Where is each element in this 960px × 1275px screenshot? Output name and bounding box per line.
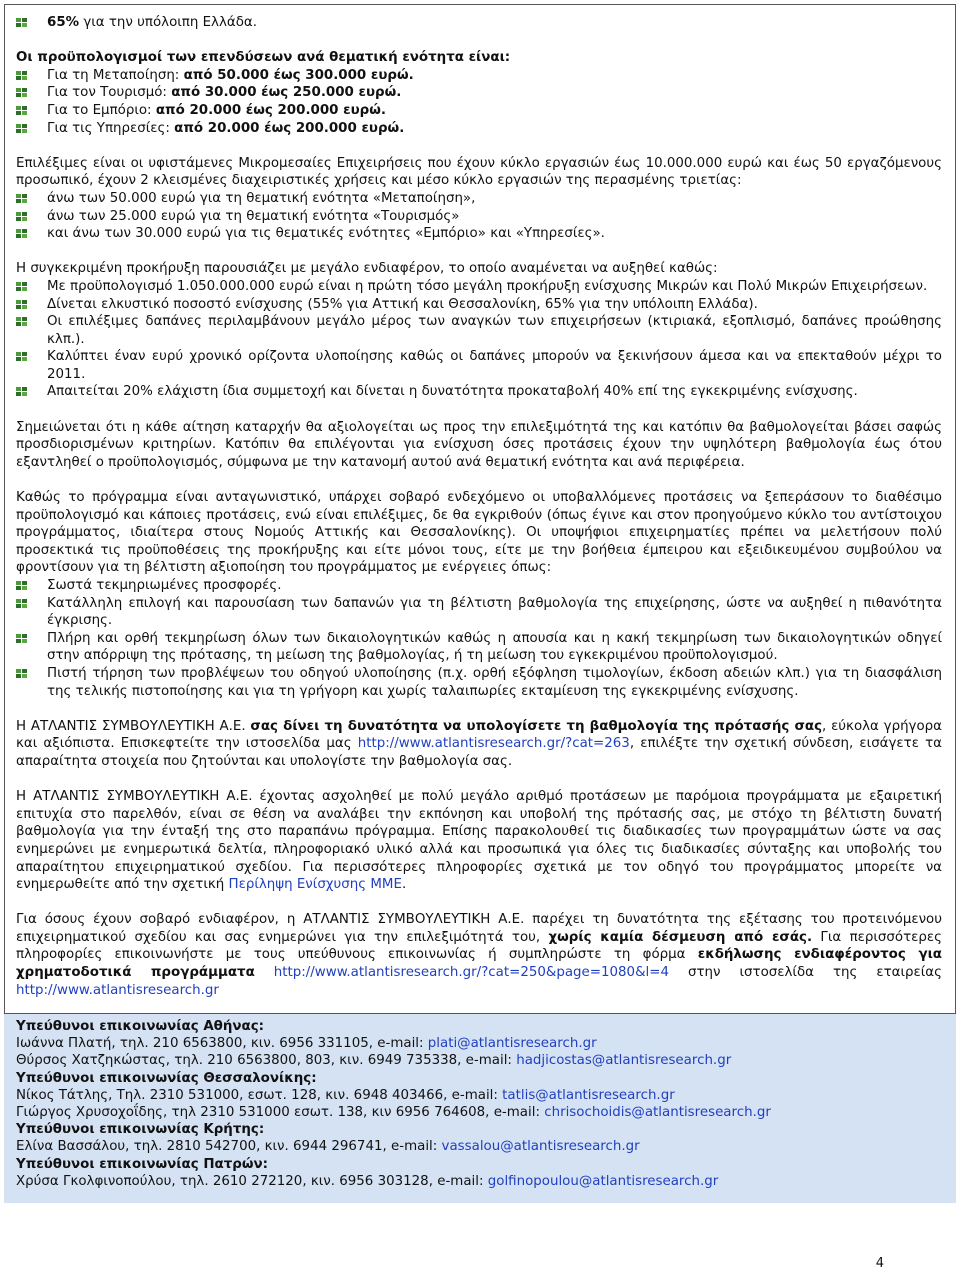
contact-text: Χρύσα Γκολφινοπούλου, τηλ. 2610 272120, κιν. 6956 303128, e-mail: — [16, 1173, 488, 1189]
score-calculator-paragraph — [16, 718, 942, 771]
budget-value: από 20.000 έως 200.000 ευρώ. — [155, 102, 386, 118]
action-item-text: Πιστή τήρηση των προβλέψεων του οδηγού υλοποίησης (π.χ. ορθή εξόφληση τιμολογίων, έκδοση αδειών κλπ.) για τη διασφάλιση της τελικής πιστοποίησης και για τη γρήγορη και χωρίς ταλαιπωρίες εκταμίευση της εγκεκριμένης ενίσχυσης. — [47, 665, 942, 699]
budget-label: Για τον Τουρισμό: — [47, 85, 172, 101]
bullet-icon — [16, 300, 27, 310]
action-item — [16, 630, 942, 665]
contacts-box — [4, 1013, 956, 1203]
bullet-icon — [16, 71, 27, 81]
form-text — [255, 965, 274, 980]
contact-line — [16, 1087, 944, 1104]
competitive-text: Καθώς το πρόγραμμα είναι ανταγωνιστικό, υπάρχει σοβαρό ενδεχόμενο οι υποβαλλόμενες προτάσεις να ξεπεράσουν το διαθέσιμο προϋπολογισμό και κάποιες προτάσεις, ενώ είναι επιλέξιμες, δε θα εγκριθούν (όπως έγινε και στον προηγούμενο κύκλο του αντίστοιχου προγράμματος, ιδιαίτερα στους Νομούς Αττικής και Θεσσαλονίκης). Οι υποψήφιοι επιχειρηματίες πρέπει να μελετήσουν πολύ προσεκτικά τις προϋποθέσεις της προκήρυξης και είτε μόνοι τους, είτε με την βοήθεια έμπειρου και εξειδικευμένου συμβούλου να φροντίσουν για τη βέλτιστη αξιοποίηση του προγράμματος με ενέργειες όπως: — [16, 490, 942, 576]
email-link[interactable]: golfinopoulou@atlantisresearch.gr — [487, 1173, 719, 1189]
contact-text: Νίκος Τάτλης, Τηλ. 2310 531000, εσωτ. 128, κιν. 6948 403466, e-mail: — [16, 1087, 503, 1103]
budget-label: Για τη Μεταποίηση: — [47, 67, 184, 83]
calc-text: , εύκολα γρήγορα και αξιόπιστα. Επισκεφτείτε την ιστοσελίδα μας — [16, 718, 943, 752]
contact-text: Ελίνα Βασσάλου, τηλ. 2810 542700, κιν. 6944 296741, e-mail: — [16, 1139, 442, 1155]
interest-item — [16, 383, 942, 401]
calc-bold: σας δίνει τη δυνατότητα να υπολογίσετε τη βαθμολογία της πρότασής σας — [250, 718, 823, 734]
action-item-text: Πλήρη και ορθή τεκμηρίωση όλων των δικαιολογητικών καθώς η απουσία και η κακή τεκμηρίωση των δικαιολογητικών οδηγεί στην απόρριψη της πρότασης, τη μείωση της βαθμολογίας, ή τη μείωση του εγκεκριμένου προϋπολογισμού. — [47, 630, 942, 664]
budget-item — [16, 120, 942, 138]
bullet-icon — [16, 194, 27, 204]
bullet-icon — [16, 581, 27, 591]
interest-item-text: Απαιτείται 20% ελάχιστη ίδια συμμετοχή και δίνεται η δυνατότητα προκαταβολή 40% επί της εγκεκριμένης ενίσχυσης. — [47, 384, 858, 400]
interest-item — [16, 348, 942, 383]
page-number: 4 — [875, 1256, 884, 1271]
percent-text: για την υπόλοιπη Ελλάδα. — [79, 15, 258, 30]
bullet-icon — [16, 599, 27, 609]
budget-list — [16, 67, 942, 137]
contact-line — [16, 1052, 944, 1069]
form-bold: εκδήλωσης ενδιαφέροντος για χρηματοδοτικά προγράμματα — [16, 947, 942, 981]
bullet-icon — [16, 124, 27, 134]
action-item — [16, 595, 942, 630]
action-item — [16, 665, 942, 700]
calc-text: , επιλέξτε την σχετική σύνδεση, εισάγετε τα απαραίτητα στοιχεία που ζητούνται και υπολογίστε την βαθμολογία σας. — [16, 736, 942, 769]
bullet-icon — [16, 229, 27, 239]
bullet-icon — [16, 88, 27, 98]
experience-end: . — [401, 877, 407, 893]
contact-group-title: Υπεύθυνοι επικοινωνίας Κρήτης: — [16, 1122, 265, 1138]
contact-group-title: Υπεύθυνοι επικοινωνίας Αθήνας: — [16, 1019, 265, 1034]
email-link[interactable]: vassalou@atlantisresearch.gr — [441, 1139, 640, 1155]
bullet-icon — [16, 106, 27, 116]
interest-form-paragraph — [16, 911, 942, 999]
budget-value: από 20.000 έως 200.000 ευρώ. — [174, 120, 405, 136]
email-link[interactable]: tatlis@atlantisresearch.gr — [502, 1087, 675, 1103]
contact-line — [16, 1104, 944, 1121]
contact-text: Θύρσος Χατζηκώστας, τηλ. 210 6563800, 803, κιν. 6949 735338, e-mail: — [16, 1053, 517, 1069]
eligible-item — [16, 190, 942, 208]
main-content — [16, 14, 942, 999]
email-link[interactable]: chrisochoidis@atlantisresearch.gr — [544, 1105, 771, 1121]
budget-value: από 30.000 έως 250.000 ευρώ. — [171, 85, 402, 101]
eligible-item-text: και άνω των 30.000 ευρώ για τις θεματικές ενότητες «Εμπόριο» και «Υπηρεσίες». — [47, 226, 605, 242]
interest-item — [16, 313, 942, 348]
interest-item-text: Με προϋπολογισμό 1.050.000.000 ευρώ είναι η πρώτη τόσο μεγάλη προκήρυξη ενίσχυσης Μικρών και Πολύ Μικρών Επιχειρήσεων. — [47, 278, 928, 294]
summary-link[interactable]: Περίληψη Ενίσχυσης ΜΜΕ — [228, 877, 402, 893]
contact-text: Γιώργος Χρυσοχοΐδης, τηλ 2310 531000 εσωτ. 138, κιν 6956 764608, e-mail: — [16, 1105, 545, 1121]
site-link[interactable]: http://www.atlantisresearch.gr — [16, 982, 219, 998]
interest-item-text: Οι επιλέξιμες δαπάνες περιλαμβάνουν μεγάλο μέρος των αναγκών των επιχειρήσεων (κτιριακά, εξοπλισμό, δαπάνες προώθησης κλπ.). — [47, 314, 942, 347]
action-item-text: Σωστά τεκμηριωμένες προσφορές. — [47, 578, 282, 593]
form-bold: χωρίς καμία δέσμευση από εσάς. — [548, 929, 813, 945]
budget-value: από 50.000 έως 300.000 ευρώ. — [183, 67, 414, 83]
interest-item-text: Δίνεται ελκυστικό ποσοστό ενίσχυσης (55% για Αττική και Θεσσαλονίκη, 65% για την υπόλοιπη Ελλάδα). — [47, 296, 758, 312]
top-bullet — [16, 14, 942, 32]
bullet-icon — [16, 669, 27, 679]
bullet-icon — [16, 634, 27, 644]
contact-line — [16, 1173, 944, 1190]
action-item — [16, 577, 942, 595]
calc-link[interactable]: http://www.atlantisresearch.gr/?cat=263 — [357, 736, 630, 752]
form-text: Για όσους έχουν σοβαρό ενδιαφέρον, η ΑΤΛΑΝΤΙΣ ΣΥΜΒΟΥΛΕΥΤΙΚΗ Α.Ε. παρέχει τη δυνατότητα της εξέτασης του προτεινόμενου επιχειρηματικού σχεδίου και σας ενημερώνει για την επιλεξιμότητά του, — [16, 912, 942, 945]
contact-text: Ιωάννα Πλατή, τηλ. 210 6563800, κιν. 6956 331105, e-mail: — [16, 1036, 428, 1052]
action-item-text: Κατάλληλη επιλογή και παρουσίαση των δαπανών για τη βέλτιστη βαθμολογία της επιχείρησης, ώστε να αυξηθεί η πιθανότητα έγκρισης. — [47, 595, 942, 629]
budget-item — [16, 102, 942, 120]
interest-item — [16, 296, 942, 314]
bullet-icon — [16, 212, 27, 222]
form-text: Για περισσότερες πληροφορίες επικοινωνήστε με τους υπεύθυνους επικοινωνίας ή συμπληρώστε τη φόρμα — [16, 929, 942, 963]
bullet-icon — [16, 352, 27, 362]
percent-value: 65% — [47, 15, 80, 30]
budget-item — [16, 67, 942, 85]
budget-item — [16, 84, 942, 102]
eligible-item — [16, 225, 942, 243]
budget-label: Για τις Υπηρεσίες: — [47, 120, 175, 136]
eligible-item — [16, 208, 942, 226]
bullet-icon — [16, 282, 27, 292]
experience-text: Η ΑΤΛΑΝΤΙΣ ΣΥΜΒΟΥΛΕΥΤΙΚΗ Α.Ε. έχοντας ασχοληθεί με πολύ μεγάλο αριθμό προτάσεων με παρόμοια προγράμματα με εξαιρετική επιτυχία στο παρελθόν, είναι σε θέση να αναλάβει την εκπόνηση και υποβολή της πρότασής σας, με στόχο τη βέλτιστη δυνατή βαθμολογία για την ένταξή της στο παραπάνω πρόγραμμα. Επίσης παρακολουθεί τις διαδικασίες των προγραμμάτων ώστε να σας ενημερώνει με ενημερωτικά δελτία, πληροφοριακό υλικό αλλά και προσωπικά για όλες τις διαδικασίες σύνταξης και υποβολής του απαραίτητου επιχειρηματικού σχεδίου. Για περισσότερες πληροφορίες σχετικά με τον οδηγό του προγράμματος μπορείτε να ενημερωθείτε από την σχετική — [16, 789, 942, 893]
bullet-icon — [16, 387, 27, 397]
form-text: στην ιστοσελίδα της εταιρείας — [668, 965, 942, 981]
contact-group-title: Υπεύθυνοι επικοινωνίας Θεσσαλονίκης: — [16, 1070, 317, 1086]
budget-heading: Οι προϋπολογισμοί των επενδύσεων ανά θεματική ενότητα είναι: — [16, 50, 511, 66]
eligible-text: Επιλέξιμες είναι οι υφιστάμενες Μικρομεσαίες Επιχειρήσεις που έχουν κύκλο εργασιών έως 10.000.000 ευρώ και έως 50 εργαζόμενους προσωπικό, έχουν 2 κλεισμένες διαχειριστικές χρήσεις και μέσο κύκλο εργασιών της περασμένης τριετίας: — [16, 155, 942, 189]
eligible-item-text: άνω των 25.000 ευρώ για τη θεματική ενότητα «Τουρισμός» — [47, 208, 460, 224]
evaluation-note: Σημειώνεται ότι η κάθε αίτηση καταρχήν θα αξιολογείται ως προς την επιλεξιμότητά της και κατόπιν θα βαθμολογείται βάσει σαφώς προσδιορισμένων κριτηρίων. Κατόπιν θα επιλέγονται για ενίσχυση όσες προτάσεις έχουν την υψηλότερη βαθμολογία έως ότου εξαντληθεί ο προϋπολογισμός, σύμφωνα με την κατανομή αυτού ανά θεματική ενότητα και ανά περιφέρεια. — [16, 419, 942, 470]
interest-text: Η συγκεκριμένη προκήρυξη παρουσιάζει με μεγάλο ενδιαφέρον, το οποίο αναμένεται να αυξηθεί καθώς: — [16, 261, 718, 277]
calc-text: Η ΑΤΛΑΝΤΙΣ ΣΥΜΒΟΥΛΕΥΤΙΚΗ Α.Ε. — [16, 718, 251, 734]
bullet-icon — [16, 18, 27, 28]
email-link[interactable]: hadjicostas@atlantisresearch.gr — [516, 1053, 732, 1069]
bullet-icon — [16, 317, 27, 327]
contact-group-title: Υπεύθυνοι επικοινωνίας Πατρών: — [16, 1156, 268, 1172]
budget-label: Για το Εμπόριο: — [47, 102, 156, 118]
contact-line — [16, 1035, 944, 1052]
experience-paragraph — [16, 788, 942, 894]
interest-item — [16, 278, 942, 296]
email-link[interactable]: plati@atlantisresearch.gr — [427, 1036, 597, 1052]
eligible-item-text: άνω των 50.000 ευρώ για τη θεματική ενότητα «Μεταποίηση», — [47, 190, 476, 206]
contact-line — [16, 1138, 944, 1155]
interest-item-text: Καλύπτει έναν ευρύ χρονικό ορίζοντα υλοποίησης καθώς οι δαπάνες μπορούν να ξεκινήσουν άμεσα και να επεκταθούν μέχρι το 2011. — [47, 349, 942, 382]
form-link[interactable]: http://www.atlantisresearch.gr/?cat=250&page=1080&l=4 — [273, 965, 669, 981]
